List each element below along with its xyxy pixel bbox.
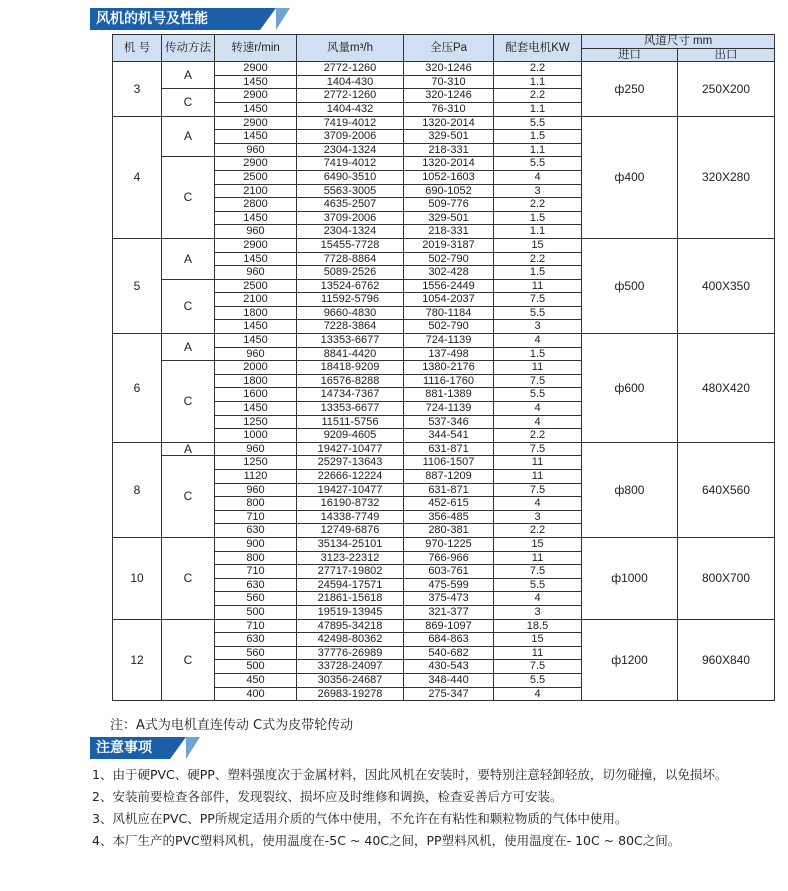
model-cell: 3 bbox=[113, 62, 162, 116]
table-header bbox=[113, 35, 775, 62]
airflow-cell: 9660-4830 bbox=[297, 306, 404, 320]
drive-cell: A bbox=[162, 238, 215, 279]
speed-cell: 630 bbox=[215, 578, 297, 592]
drive-type-note: 注：A式为电机直连传动 C式为皮带轮传动 bbox=[110, 718, 354, 733]
airflow-cell: 11592-5796 bbox=[297, 293, 404, 307]
model-cell: 8 bbox=[113, 442, 162, 537]
motor-cell: 1.1 bbox=[494, 143, 582, 157]
drive-cell: A bbox=[162, 334, 215, 361]
pressure-cell: 275-347 bbox=[404, 687, 494, 701]
pressure-cell: 280-381 bbox=[404, 524, 494, 538]
airflow-cell: 19427-10477 bbox=[297, 442, 404, 456]
motor-cell: 11 bbox=[494, 279, 582, 293]
motor-cell: 2.2 bbox=[494, 524, 582, 538]
airflow-cell: 3709-2006 bbox=[297, 211, 404, 225]
airflow-cell: 18418-9209 bbox=[297, 361, 404, 375]
pressure-cell: 780-1184 bbox=[404, 306, 494, 320]
motor-cell: 2.2 bbox=[494, 89, 582, 103]
drive-cell: A bbox=[162, 62, 215, 89]
pressure-cell: 502-790 bbox=[404, 320, 494, 334]
motor-cell: 4 bbox=[494, 415, 582, 429]
model-cell: 12 bbox=[113, 619, 162, 701]
motor-cell: 15 bbox=[494, 633, 582, 647]
drive-cell: C bbox=[162, 157, 215, 239]
motor-cell: 7.5 bbox=[494, 293, 582, 307]
motor-cell: 3 bbox=[494, 605, 582, 619]
airflow-cell: 13353-6677 bbox=[297, 334, 404, 348]
outlet-cell: 800X700 bbox=[678, 537, 775, 619]
pressure-cell: 887-1209 bbox=[404, 470, 494, 484]
motor-cell: 1.5 bbox=[494, 130, 582, 144]
motor-cell: 4 bbox=[494, 592, 582, 606]
speed-cell: 2100 bbox=[215, 293, 297, 307]
pressure-cell: 452-615 bbox=[404, 497, 494, 511]
motor-cell: 5.5 bbox=[494, 578, 582, 592]
drive-cell: C bbox=[162, 537, 215, 619]
table-row bbox=[113, 238, 775, 252]
notice-list bbox=[92, 764, 768, 852]
inlet-cell: ф250 bbox=[582, 62, 678, 116]
speed-cell: 710 bbox=[215, 510, 297, 524]
motor-cell: 2.2 bbox=[494, 198, 582, 212]
pressure-cell: 537-346 bbox=[404, 415, 494, 429]
airflow-cell: 37776-26989 bbox=[297, 646, 404, 660]
pressure-cell: 348-440 bbox=[404, 673, 494, 687]
motor-cell: 4 bbox=[494, 402, 582, 416]
col-header-drive: 传动方法 bbox=[162, 35, 215, 62]
speed-cell: 960 bbox=[215, 225, 297, 239]
pressure-cell: 684-863 bbox=[404, 633, 494, 647]
motor-cell: 5.5 bbox=[494, 116, 582, 130]
pressure-cell: 540-682 bbox=[404, 646, 494, 660]
pressure-cell: 344-541 bbox=[404, 429, 494, 443]
section-header-performance bbox=[90, 8, 290, 30]
pressure-cell: 869-1097 bbox=[404, 619, 494, 633]
speed-cell: 630 bbox=[215, 633, 297, 647]
airflow-cell: 7419-4012 bbox=[297, 116, 404, 130]
notice-item: 4、本厂生产的PVC塑料风机，使用温度在-5C ~ 40C之间，PP塑料风机，使用温度在- 10C ~ 80C之间。 bbox=[92, 833, 681, 848]
airflow-cell: 2772-1260 bbox=[297, 89, 404, 103]
speed-cell: 1450 bbox=[215, 402, 297, 416]
pressure-cell: 881-1389 bbox=[404, 388, 494, 402]
header-bar-accent bbox=[276, 8, 290, 30]
airflow-cell: 35134-25101 bbox=[297, 537, 404, 551]
airflow-cell: 9209-4605 bbox=[297, 429, 404, 443]
airflow-cell: 3123-22312 bbox=[297, 551, 404, 565]
motor-cell: 1.5 bbox=[494, 211, 582, 225]
model-cell: 5 bbox=[113, 238, 162, 333]
speed-cell: 1450 bbox=[215, 252, 297, 266]
speed-cell: 450 bbox=[215, 673, 297, 687]
pressure-cell: 329-501 bbox=[404, 130, 494, 144]
speed-cell: 900 bbox=[215, 537, 297, 551]
pressure-cell: 321-377 bbox=[404, 605, 494, 619]
speed-cell: 2900 bbox=[215, 62, 297, 76]
speed-cell: 1450 bbox=[215, 334, 297, 348]
drive-cell: A bbox=[162, 116, 215, 157]
section-header-notices bbox=[90, 737, 200, 759]
col-header-motor: 配套电机KW bbox=[494, 35, 582, 62]
airflow-cell: 42498-80362 bbox=[297, 633, 404, 647]
airflow-cell: 47895-34218 bbox=[297, 619, 404, 633]
section-title: 注意事项 bbox=[96, 740, 152, 756]
model-cell: 4 bbox=[113, 116, 162, 238]
speed-cell: 2900 bbox=[215, 116, 297, 130]
airflow-cell: 16576-8288 bbox=[297, 374, 404, 388]
motor-cell: 3 bbox=[494, 320, 582, 334]
model-cell: 10 bbox=[113, 537, 162, 619]
airflow-cell: 7228-3864 bbox=[297, 320, 404, 334]
motor-cell: 1.1 bbox=[494, 102, 582, 116]
header-bar-tail bbox=[260, 8, 276, 30]
pressure-cell: 2019-3187 bbox=[404, 238, 494, 252]
col-header-duct: 风道尺寸 mm bbox=[582, 35, 775, 49]
airflow-cell: 25297-13643 bbox=[297, 456, 404, 470]
pressure-cell: 430-543 bbox=[404, 660, 494, 674]
speed-cell: 1450 bbox=[215, 75, 297, 89]
motor-cell: 7.5 bbox=[494, 374, 582, 388]
airflow-cell: 19427-10477 bbox=[297, 483, 404, 497]
speed-cell: 2100 bbox=[215, 184, 297, 198]
speed-cell: 800 bbox=[215, 551, 297, 565]
airflow-cell: 7728-8864 bbox=[297, 252, 404, 266]
table-row bbox=[113, 116, 775, 130]
motor-cell: 7.5 bbox=[494, 442, 582, 456]
pressure-cell: 475-599 bbox=[404, 578, 494, 592]
pressure-cell: 970-1225 bbox=[404, 537, 494, 551]
airflow-cell: 6490-3510 bbox=[297, 170, 404, 184]
pressure-cell: 76-310 bbox=[404, 102, 494, 116]
pressure-cell: 1320-2014 bbox=[404, 157, 494, 171]
speed-cell: 2500 bbox=[215, 170, 297, 184]
speed-cell: 710 bbox=[215, 565, 297, 579]
notice-item: 1、由于硬PVC、硬PP、塑料强度次于金属材料，因此风机在安装时，要特别注意轻卸轻放，切勿碰撞，以免损坏。 bbox=[92, 767, 728, 782]
airflow-cell: 2304-1324 bbox=[297, 225, 404, 239]
motor-cell: 5.5 bbox=[494, 388, 582, 402]
speed-cell: 2800 bbox=[215, 198, 297, 212]
speed-cell: 1450 bbox=[215, 320, 297, 334]
outlet-cell: 400X350 bbox=[678, 238, 775, 333]
airflow-cell: 22666-12224 bbox=[297, 470, 404, 484]
pressure-cell: 356-485 bbox=[404, 510, 494, 524]
speed-cell: 710 bbox=[215, 619, 297, 633]
speed-cell: 1450 bbox=[215, 102, 297, 116]
performance-table bbox=[112, 34, 775, 701]
speed-cell: 960 bbox=[215, 347, 297, 361]
airflow-cell: 1404-430 bbox=[297, 75, 404, 89]
motor-cell: 2.2 bbox=[494, 252, 582, 266]
table-row bbox=[113, 442, 775, 456]
motor-cell: 1.1 bbox=[494, 225, 582, 239]
header-bar-accent bbox=[186, 737, 200, 759]
inlet-cell: ф800 bbox=[582, 442, 678, 537]
pressure-cell: 509-776 bbox=[404, 198, 494, 212]
airflow-cell: 8841-4420 bbox=[297, 347, 404, 361]
pressure-cell: 1556-2449 bbox=[404, 279, 494, 293]
pressure-cell: 631-871 bbox=[404, 483, 494, 497]
speed-cell: 2900 bbox=[215, 157, 297, 171]
motor-cell: 11 bbox=[494, 456, 582, 470]
motor-cell: 5.5 bbox=[494, 157, 582, 171]
motor-cell: 1.5 bbox=[494, 347, 582, 361]
pressure-cell: 766-966 bbox=[404, 551, 494, 565]
speed-cell: 500 bbox=[215, 660, 297, 674]
inlet-cell: ф1200 bbox=[582, 619, 678, 701]
airflow-cell: 26983-19278 bbox=[297, 687, 404, 701]
speed-cell: 2900 bbox=[215, 89, 297, 103]
motor-cell: 4 bbox=[494, 334, 582, 348]
pressure-cell: 724-1139 bbox=[404, 334, 494, 348]
motor-cell: 5.5 bbox=[494, 673, 582, 687]
header-bar-tail bbox=[170, 737, 186, 759]
pressure-cell: 320-1246 bbox=[404, 89, 494, 103]
model-cell: 6 bbox=[113, 334, 162, 443]
motor-cell: 7.5 bbox=[494, 565, 582, 579]
col-header-inlet: 进口 bbox=[582, 48, 678, 62]
airflow-cell: 2304-1324 bbox=[297, 143, 404, 157]
speed-cell: 1600 bbox=[215, 388, 297, 402]
col-header-model: 机 号 bbox=[113, 35, 162, 62]
motor-cell: 4 bbox=[494, 170, 582, 184]
pressure-cell: 320-1246 bbox=[404, 62, 494, 76]
pressure-cell: 70-310 bbox=[404, 75, 494, 89]
speed-cell: 1800 bbox=[215, 374, 297, 388]
airflow-cell: 24594-17571 bbox=[297, 578, 404, 592]
motor-cell: 11 bbox=[494, 361, 582, 375]
drive-cell: C bbox=[162, 361, 215, 443]
airflow-cell: 12749-6876 bbox=[297, 524, 404, 538]
airflow-cell: 16190-8732 bbox=[297, 497, 404, 511]
inlet-cell: ф500 bbox=[582, 238, 678, 333]
speed-cell: 500 bbox=[215, 605, 297, 619]
pressure-cell: 1320-2014 bbox=[404, 116, 494, 130]
speed-cell: 960 bbox=[215, 442, 297, 456]
speed-cell: 1000 bbox=[215, 429, 297, 443]
pressure-cell: 1116-1760 bbox=[404, 374, 494, 388]
pressure-cell: 375-473 bbox=[404, 592, 494, 606]
speed-cell: 1250 bbox=[215, 456, 297, 470]
pressure-cell: 690-1052 bbox=[404, 184, 494, 198]
speed-cell: 560 bbox=[215, 646, 297, 660]
speed-cell: 560 bbox=[215, 592, 297, 606]
airflow-cell: 7419-4012 bbox=[297, 157, 404, 171]
outlet-cell: 480X420 bbox=[678, 334, 775, 443]
pressure-cell: 302-428 bbox=[404, 266, 494, 280]
col-header-speed: 转速r/min bbox=[215, 35, 297, 62]
airflow-cell: 15455-7728 bbox=[297, 238, 404, 252]
airflow-cell: 5563-3005 bbox=[297, 184, 404, 198]
drive-cell: C bbox=[162, 89, 215, 116]
notice-item: 2、安装前要检查各部件，发现裂纹、损坏应及时维修和调换，检查妥善后方可安装。 bbox=[92, 789, 563, 804]
airflow-cell: 33728-24097 bbox=[297, 660, 404, 674]
section-title: 风机的机号及性能 bbox=[96, 11, 208, 27]
pressure-cell: 218-331 bbox=[404, 225, 494, 239]
inlet-cell: ф600 bbox=[582, 334, 678, 443]
table-body bbox=[113, 62, 775, 701]
motor-cell: 1.5 bbox=[494, 266, 582, 280]
airflow-cell: 30356-24687 bbox=[297, 673, 404, 687]
col-header-outlet: 出口 bbox=[678, 48, 775, 62]
airflow-cell: 13353-6677 bbox=[297, 402, 404, 416]
speed-cell: 2500 bbox=[215, 279, 297, 293]
speed-cell: 2900 bbox=[215, 238, 297, 252]
motor-cell: 11 bbox=[494, 551, 582, 565]
pressure-cell: 1380-2176 bbox=[404, 361, 494, 375]
motor-cell: 3 bbox=[494, 510, 582, 524]
speed-cell: 960 bbox=[215, 483, 297, 497]
speed-cell: 1120 bbox=[215, 470, 297, 484]
airflow-cell: 27717-19802 bbox=[297, 565, 404, 579]
airflow-cell: 14338-7749 bbox=[297, 510, 404, 524]
speed-cell: 1250 bbox=[215, 415, 297, 429]
pressure-cell: 218-331 bbox=[404, 143, 494, 157]
motor-cell: 1.1 bbox=[494, 75, 582, 89]
notice-item: 3、风机应在PVC、PP所规定适用介质的气体中使用，不允许在有粘性和颗粒物质的气体中使用。 bbox=[92, 811, 628, 826]
table-row bbox=[113, 334, 775, 348]
pressure-cell: 137-498 bbox=[404, 347, 494, 361]
speed-cell: 2000 bbox=[215, 361, 297, 375]
airflow-cell: 13524-6762 bbox=[297, 279, 404, 293]
speed-cell: 400 bbox=[215, 687, 297, 701]
pressure-cell: 631-871 bbox=[404, 442, 494, 456]
speed-cell: 1450 bbox=[215, 211, 297, 225]
airflow-cell: 1404-432 bbox=[297, 102, 404, 116]
airflow-cell: 4635-2507 bbox=[297, 198, 404, 212]
airflow-cell: 19519-13945 bbox=[297, 605, 404, 619]
motor-cell: 4 bbox=[494, 497, 582, 511]
outlet-cell: 250X200 bbox=[678, 62, 775, 116]
motor-cell: 7.5 bbox=[494, 660, 582, 674]
pressure-cell: 1054-2037 bbox=[404, 293, 494, 307]
airflow-cell: 2772-1260 bbox=[297, 62, 404, 76]
speed-cell: 630 bbox=[215, 524, 297, 538]
speed-cell: 1800 bbox=[215, 306, 297, 320]
pressure-cell: 1106-1507 bbox=[404, 456, 494, 470]
airflow-cell: 21861-15618 bbox=[297, 592, 404, 606]
motor-cell: 2.2 bbox=[494, 429, 582, 443]
inlet-cell: ф1000 bbox=[582, 537, 678, 619]
speed-cell: 960 bbox=[215, 266, 297, 280]
outlet-cell: 320X280 bbox=[678, 116, 775, 238]
outlet-cell: 640X560 bbox=[678, 442, 775, 537]
table-row bbox=[113, 537, 775, 551]
col-header-pressure: 全压Pa bbox=[404, 35, 494, 62]
motor-cell: 11 bbox=[494, 646, 582, 660]
pressure-cell: 1052-1603 bbox=[404, 170, 494, 184]
motor-cell: 15 bbox=[494, 238, 582, 252]
outlet-cell: 960X840 bbox=[678, 619, 775, 701]
inlet-cell: ф400 bbox=[582, 116, 678, 238]
motor-cell: 5.5 bbox=[494, 306, 582, 320]
pressure-cell: 329-501 bbox=[404, 211, 494, 225]
col-header-airflow: 风量m³/h bbox=[297, 35, 404, 62]
motor-cell: 4 bbox=[494, 687, 582, 701]
motor-cell: 3 bbox=[494, 184, 582, 198]
motor-cell: 18.5 bbox=[494, 619, 582, 633]
drive-cell: C bbox=[162, 456, 215, 538]
drive-cell: A bbox=[162, 442, 215, 456]
airflow-cell: 11511-5756 bbox=[297, 415, 404, 429]
speed-cell: 960 bbox=[215, 143, 297, 157]
airflow-cell: 3709-2006 bbox=[297, 130, 404, 144]
airflow-cell: 5089-2526 bbox=[297, 266, 404, 280]
drive-cell: C bbox=[162, 279, 215, 333]
pressure-cell: 724-1139 bbox=[404, 402, 494, 416]
table-row bbox=[113, 62, 775, 76]
motor-cell: 2.2 bbox=[494, 62, 582, 76]
motor-cell: 11 bbox=[494, 470, 582, 484]
pressure-cell: 603-761 bbox=[404, 565, 494, 579]
motor-cell: 7.5 bbox=[494, 483, 582, 497]
speed-cell: 800 bbox=[215, 497, 297, 511]
drive-cell: C bbox=[162, 619, 215, 701]
speed-cell: 1450 bbox=[215, 130, 297, 144]
airflow-cell: 14734-7367 bbox=[297, 388, 404, 402]
pressure-cell: 502-790 bbox=[404, 252, 494, 266]
table-row bbox=[113, 619, 775, 633]
motor-cell: 15 bbox=[494, 537, 582, 551]
